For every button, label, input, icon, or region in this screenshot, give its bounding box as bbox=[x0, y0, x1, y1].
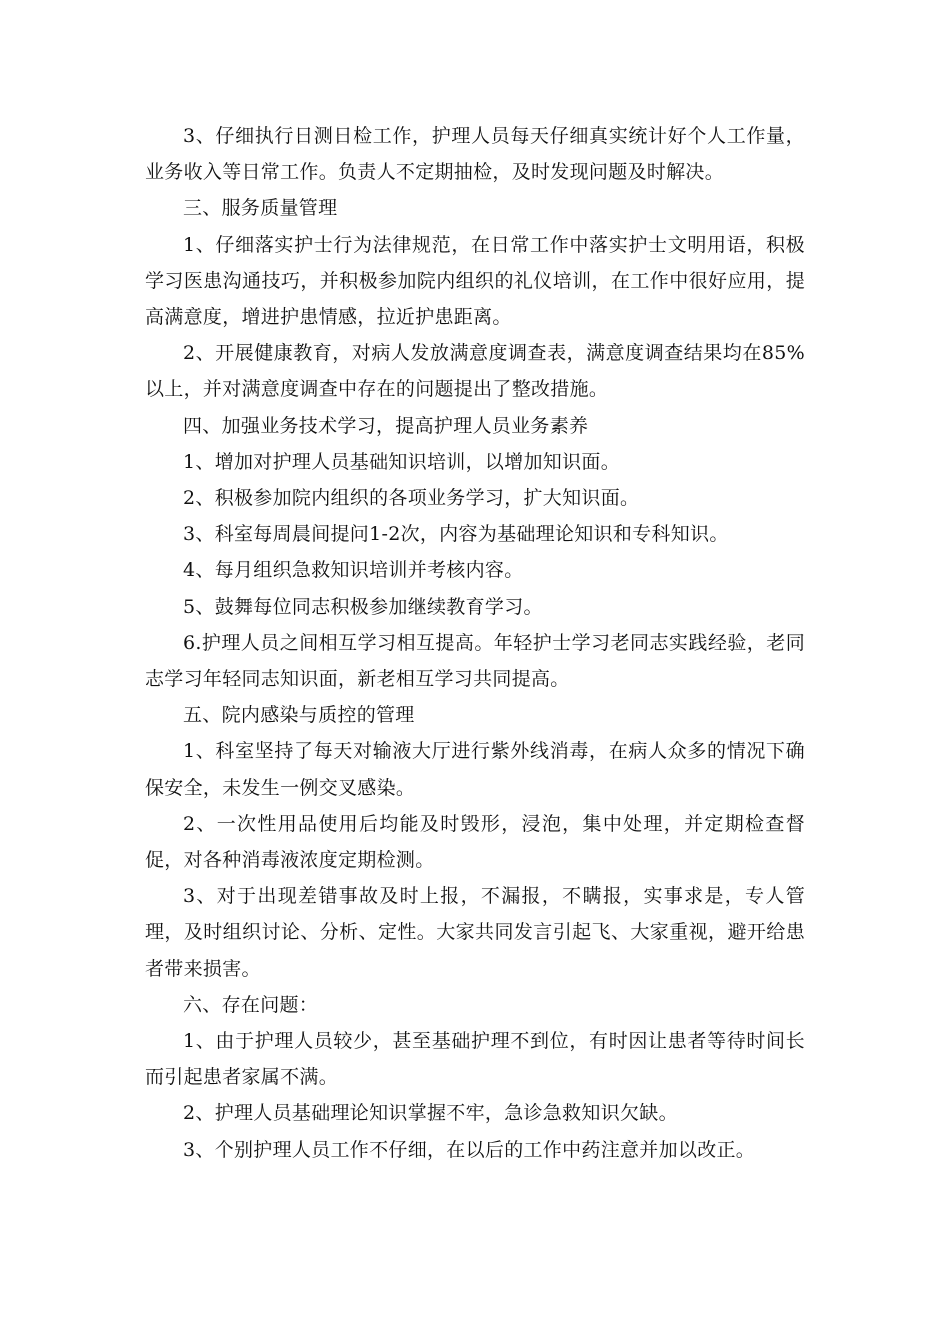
list-item: 1、由于护理人员较少，甚至基础护理不到位，有时因让患者等待时间长而引起患者家属不满。 bbox=[145, 1030, 805, 1089]
list-item: 2、护理人员基础理论知识掌握不牢，急诊急救知识欠缺。 bbox=[183, 1102, 678, 1125]
heading-existing-problems: 六、存在问题： bbox=[183, 993, 319, 1016]
heading-infection-control: 五、院内感染与质控的管理 bbox=[183, 704, 415, 727]
list-item: 3、个别护理人员工作不仔细，在以后的工作中药注意并加以改正。 bbox=[183, 1138, 756, 1161]
heading-technical-study: 四、加强业务技术学习，提高护理人员业务素养 bbox=[183, 414, 589, 437]
list-item: 4、每月组织急救知识培训并考核内容。 bbox=[183, 559, 524, 582]
heading-service-quality: 三、服务质量管理 bbox=[183, 197, 338, 220]
list-item: 3、科室每周晨间提问1-2次，内容为基础理论知识和专科知识。 bbox=[183, 523, 729, 546]
list-item: 2、一次性用品使用后均能及时毁形，浸泡，集中处理，并定期检查督促，对各种消毒液浓度定期检测。 bbox=[145, 812, 805, 872]
document-body bbox=[145, 118, 805, 1168]
list-item: 3、对于出现差错事故及时上报，不漏报，不瞒报，实事求是，专人管理，及时组织讨论、分析、定性。大家共同发言引起飞、大家重视，避开给患者带来损害。 bbox=[145, 885, 805, 980]
paragraph-daily-check: 3、仔细执行日测日检工作，护理人员每天仔细真实统计好个人工作量，业务收入等日常工作。负责人不定期抽检，及时发现问题及时解决。 bbox=[145, 125, 805, 184]
list-item: 1、科室坚持了每天对输液大厅进行紫外线消毒，在病人众多的情况下确保安全，未发生一例交叉感染。 bbox=[145, 740, 805, 799]
list-item: 5、鼓舞每位同志积极参加继续教育学习。 bbox=[183, 595, 543, 618]
paragraph-health-education: 2、开展健康教育，对病人发放满意度调查表，满意度调查结果均在85%以上，并对满意度调查中存在的问题提出了整改措施。 bbox=[145, 342, 805, 401]
list-item: 2、积极参加院内组织的各项业务学习，扩大知识面。 bbox=[183, 487, 640, 510]
paragraph-nurse-conduct: 1、仔细落实护士行为法律规范，在日常工作中落实护士文明用语，积极学习医患沟通技巧，并积极参加院内组织的礼仪培训，在工作中很好应用，提高满意度，增进护患情感，拉近护患距离。 bbox=[145, 233, 805, 329]
list-item: 1、增加对护理人员基础知识培训，以增加知识面。 bbox=[183, 450, 620, 473]
list-item: 6.护理人员之间相互学习相互提高。年轻护士学习老同志实践经验，老同志学习年轻同志知识面，新老相互学习共同提高。 bbox=[145, 631, 805, 691]
